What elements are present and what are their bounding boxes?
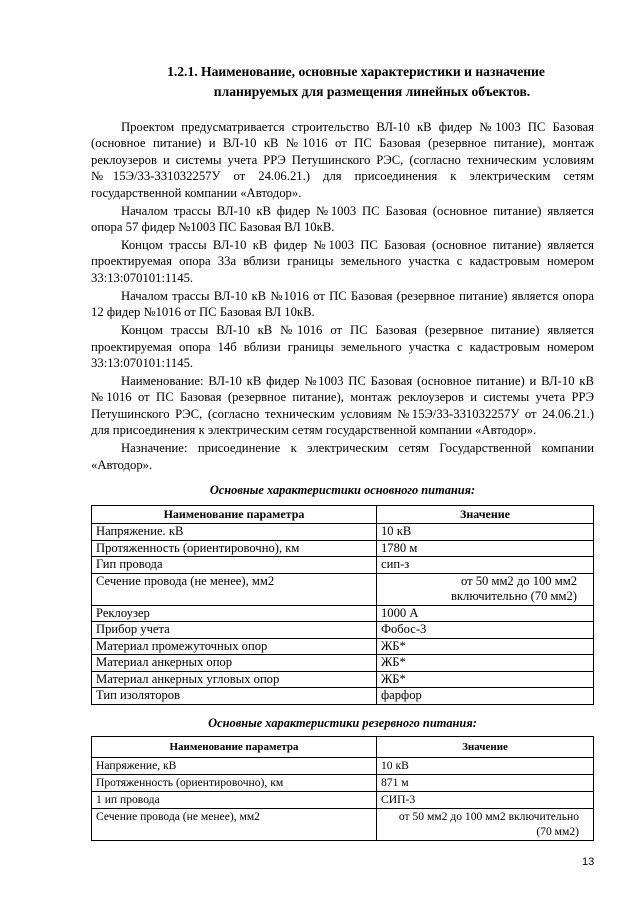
table-cell: Фобос-3 <box>377 622 594 639</box>
section-heading <box>90 62 594 102</box>
table-row <box>92 622 594 639</box>
cell-line: (70 мм2) <box>536 825 579 838</box>
cell-line: от 50 мм2 до 100 мм2 <box>460 573 577 588</box>
table-row <box>92 655 594 672</box>
table-cell: Материал анкерных угловых опор <box>92 671 377 688</box>
table-cell: фарфор <box>377 688 594 705</box>
table-cell: СИП-3 <box>377 792 594 809</box>
header-cell: Значение <box>377 737 594 758</box>
header-cell: Значение <box>377 506 594 524</box>
table-row <box>92 671 594 688</box>
table-header-row <box>92 737 594 758</box>
heading-line-1: 1.2.1. Наименование, основные характеристики и назначение <box>167 64 545 79</box>
paragraph: Наименование: ВЛ-10 кВ фидер №1003 ПС Базовая (основное питание) и ВЛ-10 кВ №1016 от ПС Базовая (резервное питание), монтаж реклоузеров и системы учета РРЭ Петушинского РЭС, (согласно техническим условиям №15Э/33-331032257У от 24.06.21.) для присоединения к электрическим сетям государственной компании «Автодор». <box>91 374 594 438</box>
table-cell: Напряжение, кВ <box>92 758 377 775</box>
paragraph: Концом трассы ВЛ-10 кВ №1016 от ПС Базовая (резервное питание) является проектируемая опора 14б вблизи границы земельного участка с кадастровым номером 33:13:070101:1145. <box>91 323 594 371</box>
header-cell: Наименование параметра <box>92 506 377 524</box>
table-row <box>92 557 594 574</box>
table-cell: Напряжение. кВ <box>92 524 377 541</box>
cell-line: от 50 мм2 до 100 мм2 включительно <box>398 810 579 823</box>
table-row <box>92 524 594 541</box>
table-cell: Протяженность (ориентировочно), км <box>92 540 377 557</box>
table1-caption: Основные характеристики основного питания: <box>209 483 476 497</box>
table-cell: 10 кВ <box>377 524 594 541</box>
table-cell: 1780 м <box>377 540 594 557</box>
table-cell <box>377 573 594 605</box>
paragraph: Концом трассы ВЛ-10 кВ фидер №1003 ПС Базовая (основное питание) является проектируемая опора 33а вблизи границы земельного участка с кадастровым номером 33:13:070101:1145. <box>91 238 594 285</box>
table-cell: 10 кВ <box>377 758 594 775</box>
table-row <box>92 540 594 557</box>
table-cell: Гип провода <box>92 557 377 574</box>
cell-line: включительно (70 мм2) <box>450 588 577 603</box>
header-cell: Наименование параметра <box>92 737 377 758</box>
table-cell: ЖБ* <box>377 671 594 688</box>
heading-line-2: планируемых для размещения линейных объектов. <box>213 84 531 99</box>
table-cell: Тип изоляторов <box>92 688 377 705</box>
table-cell: Сечение провода (не менее), мм2 <box>92 809 377 841</box>
table-row <box>92 775 594 792</box>
table-cell: сип-з <box>377 557 594 574</box>
table-cell: Материал промежуточных опор <box>92 638 377 655</box>
table-row <box>92 638 594 655</box>
table-row <box>92 809 594 841</box>
table-cell: 1000 А <box>377 605 594 622</box>
table-cell: ЖБ* <box>377 638 594 655</box>
paragraph: Началом трассы ВЛ-10 кВ фидер №1003 ПС Базовая (основное питание) является опора 57 фидер №1003 ПС Базовая ВЛ 10кВ. <box>91 203 594 235</box>
table-cell: ЖБ* <box>377 655 594 672</box>
table-row <box>92 688 594 705</box>
table-cell: Сечение провода (не менее), мм2 <box>92 573 377 605</box>
table-cell: Прибор учета <box>92 622 377 639</box>
paragraph: Назначение: присоединение к электрическим сетям Государственной компании «Автодор». <box>91 441 594 472</box>
table2-caption: Основные характеристики резервного питания: <box>208 716 477 730</box>
table-cell <box>377 809 594 841</box>
body-text <box>91 119 594 475</box>
table-row <box>92 792 594 809</box>
page-number: 13 <box>582 856 595 868</box>
table-cell: Реклоузер <box>92 605 377 622</box>
table-cell: 871 м <box>377 775 594 792</box>
main-power-table <box>91 505 594 705</box>
table-row <box>92 758 594 775</box>
table-row <box>92 605 594 622</box>
paragraph: Началом трассы ВЛ-10 кВ №1016 от ПС Базовая (резервное питание) является опора 12 фидер №1016 от ПС Базовая ВЛ 10кВ. <box>91 288 594 320</box>
table-cell: Материал анкерных опор <box>92 655 377 672</box>
table-header-row <box>92 506 594 524</box>
reserve-power-table <box>91 736 594 841</box>
table-row <box>92 573 594 605</box>
table-cell: 1 ип провода <box>92 792 377 809</box>
paragraph: Проектом предусматривается строительство ВЛ-10 кВ фидер №1003 ПС Базовая (основное питание) и ВЛ-10 кВ №1016 от ПС Базовая (резервное питание), монтаж реклоузеров и системы учета РРЭ Петушинского РЭС, (согласно техническим условиям №15Э/33-331032257У от 24.06.21.) для присоединения к электрическим сетям государственной компании «Автодор». <box>91 120 594 200</box>
table-cell: Протяженность (ориентировочно), км <box>92 775 377 792</box>
